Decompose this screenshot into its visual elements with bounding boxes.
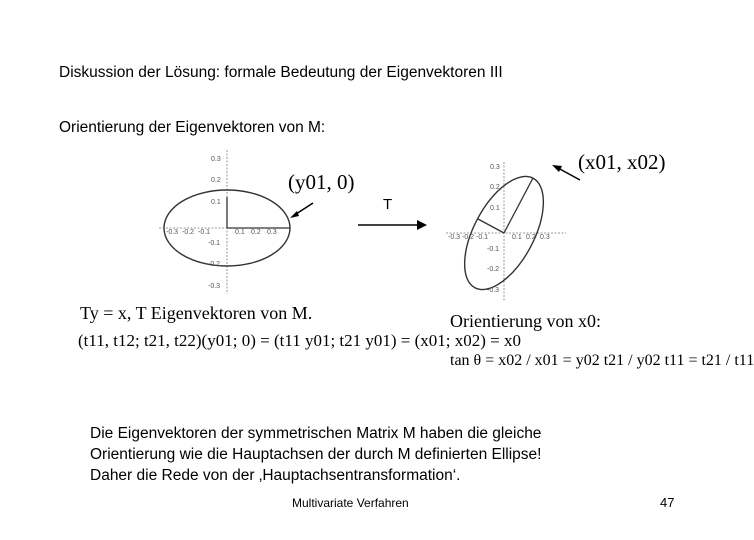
formula-ty-eq-x: Ty = x, T Eigenvektoren von M. [80, 303, 313, 323]
right-minor-axis-line [478, 219, 504, 233]
left-xtick: 0.2 [251, 229, 261, 236]
right-point-label [578, 150, 666, 175]
body-line-1: Die Eigenvektoren der symmetrischen Matrix M haben die gleiche [90, 425, 542, 442]
footer-text: Multivariate Verfahren [292, 496, 409, 510]
right-ytick: -0.3 [487, 287, 500, 294]
left-xtick: 0.1 [235, 229, 245, 236]
right-pointer-arrow [550, 164, 582, 184]
left-xtick: 0.3 [267, 229, 277, 236]
right-ytick: -0.2 [487, 266, 500, 273]
formula-orientation-title: Orientierung von x0: [450, 311, 601, 331]
right-xtick: 0.2 [526, 234, 536, 241]
right-xtick: 0.1 [512, 234, 522, 241]
left-ytick: 0.1 [211, 199, 221, 206]
right-xtick: -0.1 [476, 234, 489, 241]
left-ytick: -0.2 [208, 261, 221, 268]
slide-subtitle: Orientierung der Eigenvektoren von M: [59, 119, 326, 136]
left-xtick: -0.2 [182, 229, 195, 236]
right-xtick: -0.3 [448, 234, 461, 241]
left-xtick: -0.3 [166, 229, 179, 236]
left-ellipse-plot [155, 148, 295, 298]
body-text [90, 423, 541, 486]
left-ytick: 0.2 [211, 177, 221, 184]
right-xtick: -0.2 [462, 234, 475, 241]
formula-tan-theta: tan θ = x02 / x01 = y02 t21 / y02 t11 = t21 / t11 [450, 352, 754, 369]
right-ytick: 0.3 [490, 164, 500, 171]
formula-matrix-product: (t11, t12; t21, t22)(y01; 0) = (t11 y01; t21 y01) = (x01; x02) = x0 [78, 331, 522, 350]
right-major-axis-line [504, 178, 533, 233]
left-ytick: -0.1 [208, 240, 221, 247]
right-ytick: 0.1 [490, 205, 500, 212]
body-line-2: Orientierung wie die Hauptachsen der durch M definierten Ellipse! [90, 446, 542, 463]
right-point-label-text: (x01, x02) [578, 150, 666, 174]
left-xtick: -0.1 [198, 229, 211, 236]
slide-title: Diskussion der Lösung: formale Bedeutung der Eigenvektoren III [59, 64, 503, 81]
transform-arrow [357, 218, 429, 232]
left-point-label [288, 170, 355, 195]
body-line-3: Daher die Rede von der ‚Hauptachsentransformation‘. [90, 467, 461, 484]
right-ytick: 0.2 [490, 184, 500, 191]
left-ytick: -0.3 [208, 283, 221, 290]
page-number: 47 [660, 495, 675, 510]
left-point-label-text: (y01, 0) [288, 170, 355, 194]
right-ytick: -0.1 [487, 246, 500, 253]
transform-label: T [383, 196, 393, 213]
left-ytick: 0.3 [211, 156, 221, 163]
right-xtick: 0.3 [540, 234, 550, 241]
left-pointer-arrow [288, 200, 318, 220]
